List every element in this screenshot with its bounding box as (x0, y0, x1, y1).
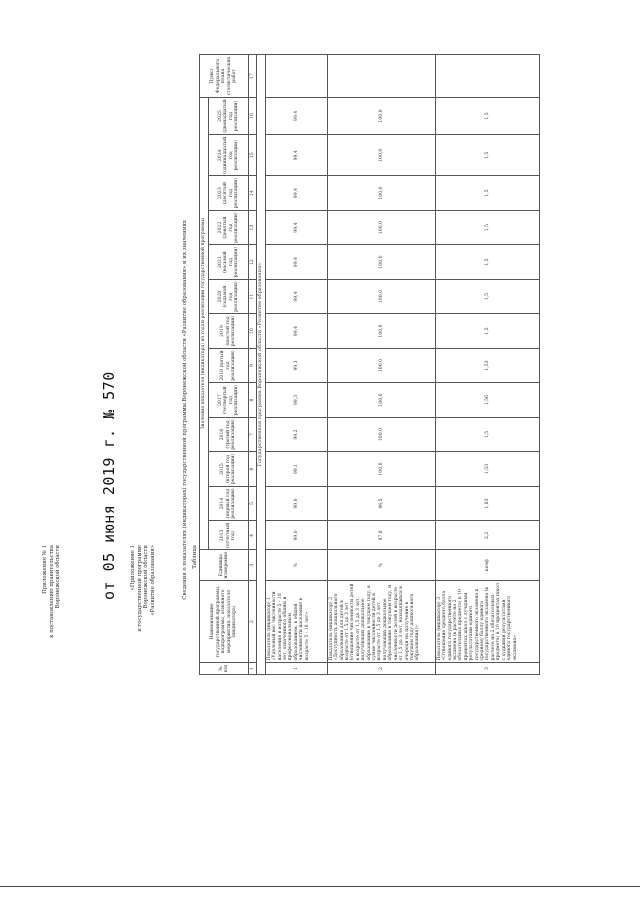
column-number: 8 (249, 383, 257, 418)
indicator-dept (435, 55, 539, 97)
indicator-value: 99,1 (265, 452, 327, 487)
header-year: 2015 (второй год реализации) (209, 452, 249, 487)
column-number: 12 (249, 245, 257, 279)
indicator-value: 1,83 (435, 486, 539, 521)
page-bottom-rule (0, 886, 640, 887)
header-year: 2018 (пятый год реализации) (209, 348, 249, 382)
indicator-value: 100,0 (327, 210, 435, 245)
indicator-value: 1,5 (435, 176, 539, 210)
header-year: 2025 (двенадцатый год реализации) (209, 97, 249, 135)
indicator-value: 100,0 (327, 348, 435, 382)
header-year: 2019 (шестой год реализации) (209, 314, 249, 349)
indicator-value: 99,4 (265, 135, 327, 176)
indicator-value: 99,0 (265, 486, 327, 521)
indicator-value: 100,0 (327, 314, 435, 349)
indicator-value: 99,4 (265, 97, 327, 135)
annex-line: Воронежской области (143, 545, 150, 609)
table-row (327, 55, 435, 675)
indicator-value: 100,0 (327, 383, 435, 418)
column-number: 1 (249, 663, 257, 675)
indicator-value: 100,0 (327, 176, 435, 210)
indicator-unit: коэф (435, 550, 539, 581)
column-number: 15 (249, 135, 257, 176)
program-annex-header (130, 545, 156, 685)
header-year: 2023 (десятый год реализации) (209, 176, 249, 210)
row-number: 1 (265, 663, 327, 675)
indicator-unit: % (265, 550, 327, 581)
indicator-name: Показатель (индикатор) 3 «Отношение среднего балла единого государственного экзамена (в расчете на 2 обязательных предмета) в 10 процентах школ с лучшими результатами единого государственного экзамена к среднему баллу единого государственного экзамена (в расчете на 2 обязательных предмета) в 10 процентах школ с худшими результатами единого государственного экзамена» (435, 581, 539, 663)
column-number: 14 (249, 176, 257, 210)
appendix-header (42, 545, 62, 685)
header-year: 2022 (девятый год реализации) (209, 210, 249, 245)
indicator-value: 100,0 (327, 279, 435, 314)
indicator-name: Показатель (индикатор) 2 «Доступность дошкольного образования для детей в возрасте от 1,5 до 3 лет (отношение численности детей в возрасте от 1,5 до 3 лет, получающих дошкольное образование в текущем году, к сумме численности детей в возрасте от 1,5 до 3 лет, получающих дошкольное образование в текущем году, и численности детей в возрасте от 1,5 до 3 лет, находящихся в очереди на получение в текущем году дошкольного образования)» (327, 581, 435, 663)
indicator-value: 1,56 (435, 383, 539, 418)
column-number: 9 (249, 348, 257, 382)
appendix-line: Приложение № 1 (42, 545, 48, 594)
header-year: 2013 (отчетный год) (209, 521, 249, 550)
column-number: 6 (249, 452, 257, 487)
row-number: 2 (327, 663, 435, 675)
header-no: № п/п (200, 663, 249, 675)
indicator-value: 1,5 (435, 279, 539, 314)
indicator-value: 1,5 (435, 135, 539, 176)
indicator-value: 99,4 (265, 314, 327, 349)
annex-line: «Приложение 1 (130, 545, 136, 591)
indicator-value: 1,5 (435, 245, 539, 279)
indicator-dept (327, 55, 435, 97)
indicator-value: 99,4 (265, 245, 327, 279)
annex-line: к государственной программе (136, 545, 143, 632)
indicators-table (199, 54, 540, 675)
table-label: Таблица (192, 545, 198, 569)
column-number: 11 (249, 279, 257, 314)
header-year: 2014 (первый год реализации) (209, 486, 249, 521)
indicator-value: 96,5 (327, 486, 435, 521)
indicator-value: 100,0 (327, 452, 435, 487)
header-year: 2017 (четвертый год реализации) (209, 383, 249, 418)
column-number: 2 (249, 581, 257, 663)
column-number: 3 (249, 550, 257, 581)
indicator-value: 99,3 (265, 383, 327, 418)
indicator-value: 100,0 (327, 245, 435, 279)
indicator-unit: % (327, 550, 435, 581)
row-number: 3 (435, 663, 539, 675)
indicator-value: 99,0 (265, 521, 327, 550)
decree-date-number: от 05 июня 2019 г. № 570 (100, 371, 118, 600)
table-row (265, 55, 327, 675)
header-year: 2016 (третий год реализации) (209, 417, 249, 452)
indicator-value: 2,2 (435, 521, 539, 550)
indicator-value: 99,4 (265, 176, 327, 210)
header-year: 2024 (одиннадцатый год реализации) (209, 135, 249, 176)
appendix-line: Воронежской области (55, 545, 62, 609)
appendix-line: к постановлению правительства (48, 545, 55, 638)
table-caption: Сведения о показателях (индикаторах) государственной программы Воронежской области «Развитие образования» и их значениях (182, 220, 188, 600)
column-number: 4 (249, 521, 257, 550)
column-number: 13 (249, 210, 257, 245)
indicator-value: 100,0 (327, 417, 435, 452)
indicator-value: 1,5 (435, 210, 539, 245)
header-dept: Пункт Федерального плана статистических работ (200, 55, 249, 97)
indicator-value: 99,4 (265, 279, 327, 314)
indicator-name: Показатель (индикатор) 1 «Удельный вес численности населения в возрасте 5 - 18 лет, охваченного общим и профессиональным образованием, в общей численности населения в возрасте 5 - 18 лет» (265, 581, 327, 663)
column-number: 16 (249, 97, 257, 135)
indicator-value: 99,4 (265, 210, 327, 245)
indicator-value: 1,5 (435, 417, 539, 452)
header-unit: Единицы измерения (200, 550, 249, 581)
indicator-value: 100,0 (327, 97, 435, 135)
indicator-value: 1,5 (435, 97, 539, 135)
column-number: 5 (249, 486, 257, 521)
indicator-value: 100,0 (327, 135, 435, 176)
indicator-value: 1,53 (435, 348, 539, 382)
header-year: 2020 (седьмой год реализации) (209, 279, 249, 314)
annex-line: «Развитие образования» (149, 545, 156, 616)
column-number: 7 (249, 417, 257, 452)
column-number: 17 (249, 55, 257, 97)
table-row (435, 55, 539, 675)
indicator-value: 99,2 (265, 417, 327, 452)
section-title: Государственная программа Воронежской области «Развитие образования» (257, 55, 265, 675)
indicators-table-wrap (199, 54, 540, 675)
header-name: Наименование государственной программы, подпрограммы, основного мероприятия, показателя (индикатора) (200, 581, 249, 663)
indicator-value: 97,8 (327, 521, 435, 550)
column-number: 10 (249, 314, 257, 349)
header-year: 2021 (восьмой год реализации) (209, 245, 249, 279)
indicator-value: 1,53 (435, 452, 539, 487)
header-values-group: Значения показателя (индикатора) по годам реализации государственной программы (200, 97, 209, 550)
indicator-value: 99,3 (265, 348, 327, 382)
indicator-dept (265, 55, 327, 97)
indicator-value: 1,5 (435, 314, 539, 349)
